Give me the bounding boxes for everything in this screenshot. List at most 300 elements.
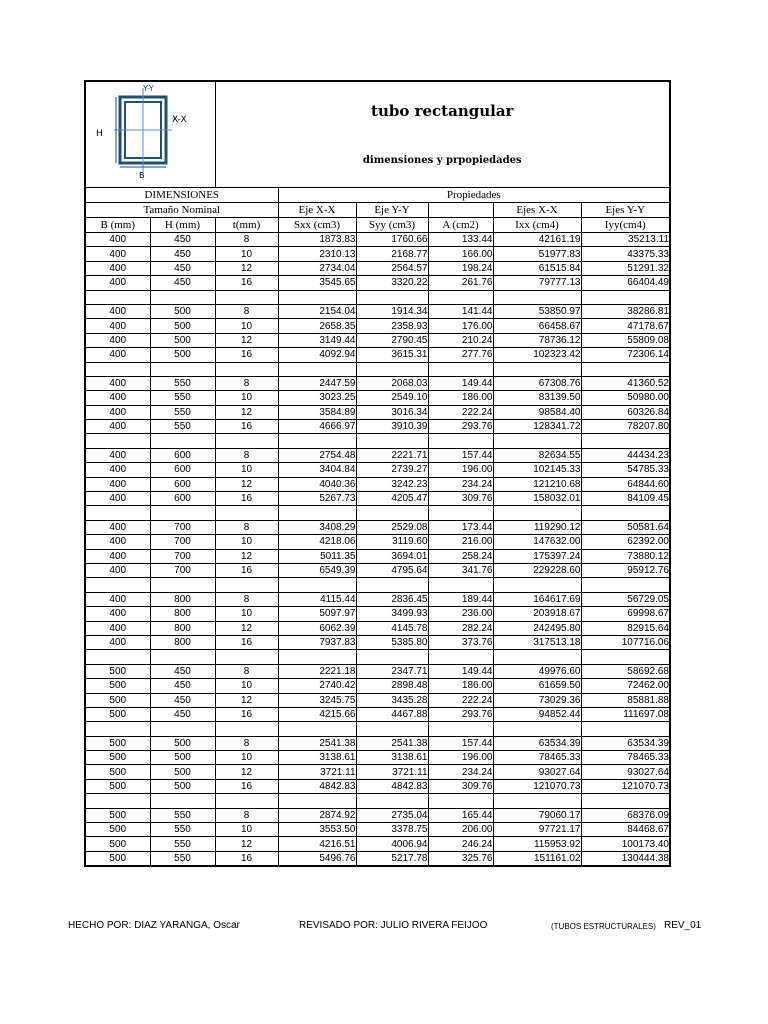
table-cell: 164617.69 xyxy=(493,592,581,606)
col-header: Ixx (cm4) xyxy=(493,218,581,233)
table-cell: 3694.01 xyxy=(356,549,428,563)
table-cell: 58692.68 xyxy=(581,664,670,678)
table-cell: 2068.03 xyxy=(356,376,428,390)
table-cell: 79060.17 xyxy=(493,808,581,822)
table-cell: 3408.29 xyxy=(278,520,356,534)
table-cell: 2740.42 xyxy=(278,679,356,693)
table-cell: 186.00 xyxy=(428,391,493,405)
table-cell: 800 xyxy=(150,592,215,606)
table-row xyxy=(85,765,670,779)
empty-cell xyxy=(581,506,670,520)
table-cell: 3404.84 xyxy=(278,463,356,477)
empty-cell xyxy=(581,362,670,376)
table-cell: 700 xyxy=(150,549,215,563)
table-cell: 121070.73 xyxy=(493,779,581,793)
table-cell: 293.76 xyxy=(428,707,493,721)
table-row xyxy=(85,592,670,606)
table-row xyxy=(85,520,670,534)
table-cell: 10 xyxy=(215,463,278,477)
table-cell: 16 xyxy=(215,635,278,649)
table-row xyxy=(85,405,670,419)
table-cell: 4467.88 xyxy=(356,707,428,721)
table-cell: 450 xyxy=(150,276,215,290)
table-cell: 500 xyxy=(85,837,150,851)
table-cell: 3499.93 xyxy=(356,607,428,621)
empty-cell xyxy=(428,290,493,304)
table-cell: 16 xyxy=(215,420,278,434)
empty-cell xyxy=(85,506,150,520)
table-cell: 5011.35 xyxy=(278,549,356,563)
separator-row xyxy=(85,794,670,808)
table-cell: 78465.33 xyxy=(493,751,581,765)
header-eje-xx: Eje X-X xyxy=(278,203,356,218)
table-cell: 500 xyxy=(150,779,215,793)
table-cell: 450 xyxy=(150,707,215,721)
empty-cell xyxy=(493,290,581,304)
table-cell: 12 xyxy=(215,261,278,275)
table-cell: 61659.50 xyxy=(493,679,581,693)
table-cell: 151161.02 xyxy=(493,851,581,866)
table-cell: 165.44 xyxy=(428,808,493,822)
table-cell: 3242.23 xyxy=(356,477,428,491)
table-cell: 115953.92 xyxy=(493,837,581,851)
table-cell: 51291.32 xyxy=(581,261,670,275)
table-cell: 206.00 xyxy=(428,823,493,837)
table-cell: 450 xyxy=(150,261,215,275)
table-cell: 61515.84 xyxy=(493,261,581,275)
table-cell: 16 xyxy=(215,851,278,866)
empty-cell xyxy=(581,578,670,592)
table-cell: 50980.00 xyxy=(581,391,670,405)
table-cell: 12 xyxy=(215,693,278,707)
col-header: H (mm) xyxy=(150,218,215,233)
table-row xyxy=(85,420,670,434)
table-cell: 176.00 xyxy=(428,319,493,333)
table-cell: 157.44 xyxy=(428,448,493,462)
empty-cell xyxy=(278,362,356,376)
empty-cell xyxy=(428,506,493,520)
separator-row xyxy=(85,650,670,664)
table-cell: 98584.40 xyxy=(493,405,581,419)
table-cell: 550 xyxy=(150,837,215,851)
table-row xyxy=(85,621,670,635)
table-cell: 1760.66 xyxy=(356,233,428,247)
table-cell: 93027.64 xyxy=(581,765,670,779)
table-cell: 500 xyxy=(85,664,150,678)
empty-cell xyxy=(85,434,150,448)
table-cell: 10 xyxy=(215,751,278,765)
table-cell: 72306.14 xyxy=(581,348,670,362)
table-cell: 400 xyxy=(85,233,150,247)
empty-cell xyxy=(493,650,581,664)
table-cell: 35213.11 xyxy=(581,233,670,247)
table-row xyxy=(85,823,670,837)
diagram-label-h: H xyxy=(96,129,103,139)
table-cell: 277.76 xyxy=(428,348,493,362)
table-cell: 700 xyxy=(150,563,215,577)
table-cell: 157.44 xyxy=(428,736,493,750)
table-cell: 54785.33 xyxy=(581,463,670,477)
table-cell: 341.76 xyxy=(428,563,493,577)
table-cell: 216.00 xyxy=(428,535,493,549)
table-row xyxy=(85,276,670,290)
empty-cell xyxy=(356,722,428,736)
table-cell: 3545.65 xyxy=(278,276,356,290)
table-cell: 3245.75 xyxy=(278,693,356,707)
empty-cell xyxy=(150,794,215,808)
table-cell: 63534.39 xyxy=(581,736,670,750)
empty-cell xyxy=(581,290,670,304)
table-row xyxy=(85,448,670,462)
table-cell: 50581.64 xyxy=(581,520,670,534)
footer-hecho-por: HECHO POR: DIAZ YARANGA, Oscar xyxy=(68,920,240,931)
table-cell: 500 xyxy=(150,736,215,750)
table-cell: 82634.55 xyxy=(493,448,581,462)
table-cell: 2541.38 xyxy=(356,736,428,750)
table-cell: 67308.76 xyxy=(493,376,581,390)
table-cell: 4006.94 xyxy=(356,837,428,851)
table-cell: 400 xyxy=(85,492,150,506)
table-cell: 94852.44 xyxy=(493,707,581,721)
table-cell: 158032.01 xyxy=(493,492,581,506)
table-cell: 373.76 xyxy=(428,635,493,649)
table-cell: 2898.48 xyxy=(356,679,428,693)
table-cell: 450 xyxy=(150,679,215,693)
table-cell: 4092.94 xyxy=(278,348,356,362)
table-cell: 5385.80 xyxy=(356,635,428,649)
table-cell: 72462.00 xyxy=(581,679,670,693)
table-cell: 10 xyxy=(215,319,278,333)
table-cell: 82915.64 xyxy=(581,621,670,635)
table-cell: 400 xyxy=(85,477,150,491)
table-cell: 16 xyxy=(215,276,278,290)
empty-cell xyxy=(356,362,428,376)
empty-cell xyxy=(215,722,278,736)
table-cell: 64844.60 xyxy=(581,477,670,491)
table-row xyxy=(85,563,670,577)
empty-cell xyxy=(215,650,278,664)
table-cell: 500 xyxy=(150,348,215,362)
table-cell: 2754.48 xyxy=(278,448,356,462)
table-cell: 16 xyxy=(215,563,278,577)
table-row xyxy=(85,463,670,477)
table-cell: 3435.28 xyxy=(356,693,428,707)
table-cell: 400 xyxy=(85,420,150,434)
empty-cell xyxy=(428,650,493,664)
table-cell: 550 xyxy=(150,420,215,434)
table-cell: 2447.59 xyxy=(278,376,356,390)
table-cell: 450 xyxy=(150,693,215,707)
table-cell: 2735.04 xyxy=(356,808,428,822)
table-cell: 3584.89 xyxy=(278,405,356,419)
table-cell: 8 xyxy=(215,376,278,390)
table-cell: 4215.66 xyxy=(278,707,356,721)
footer-rev: REV_01 xyxy=(664,920,702,931)
empty-cell xyxy=(215,794,278,808)
empty-cell xyxy=(85,722,150,736)
table-row xyxy=(85,679,670,693)
table-cell: 800 xyxy=(150,607,215,621)
separator-row xyxy=(85,290,670,304)
empty-cell xyxy=(428,362,493,376)
empty-cell xyxy=(150,506,215,520)
table-cell: 8 xyxy=(215,448,278,462)
table-cell: 500 xyxy=(85,823,150,837)
table-cell: 400 xyxy=(85,261,150,275)
table-cell: 6062.39 xyxy=(278,621,356,635)
table-row xyxy=(85,304,670,318)
table-cell: 550 xyxy=(150,851,215,866)
empty-cell xyxy=(493,794,581,808)
table-cell: 8 xyxy=(215,233,278,247)
table-cell: 3320.22 xyxy=(356,276,428,290)
table-cell: 84468.67 xyxy=(581,823,670,837)
empty-cell xyxy=(356,578,428,592)
table-cell: 10 xyxy=(215,391,278,405)
table-cell: 400 xyxy=(85,549,150,563)
table-cell: 210.24 xyxy=(428,333,493,347)
diagram-label-b: B xyxy=(139,171,145,180)
table-cell: 293.76 xyxy=(428,420,493,434)
table-cell: 500 xyxy=(150,319,215,333)
table-cell: 85881.88 xyxy=(581,693,670,707)
empty-cell xyxy=(215,506,278,520)
table-cell: 12 xyxy=(215,405,278,419)
table-cell: 234.24 xyxy=(428,765,493,779)
table-cell: 500 xyxy=(85,693,150,707)
table-cell: 4842.83 xyxy=(278,779,356,793)
table-cell: 400 xyxy=(85,319,150,333)
empty-cell xyxy=(581,722,670,736)
header-dimensiones: DIMENSIONES xyxy=(85,188,278,203)
table-cell: 95912.76 xyxy=(581,563,670,577)
table-cell: 309.76 xyxy=(428,779,493,793)
separator-row xyxy=(85,506,670,520)
empty-cell xyxy=(85,290,150,304)
col-header: Sxx (cm3) xyxy=(278,218,356,233)
table-cell: 16 xyxy=(215,779,278,793)
table-cell: 8 xyxy=(215,808,278,822)
table-cell: 10 xyxy=(215,823,278,837)
table-cell: 261.76 xyxy=(428,276,493,290)
empty-cell xyxy=(150,290,215,304)
table-cell: 7937.83 xyxy=(278,635,356,649)
table-cell: 10 xyxy=(215,247,278,261)
empty-cell xyxy=(428,434,493,448)
empty-cell xyxy=(278,794,356,808)
table-cell: 2541.38 xyxy=(278,736,356,750)
table-cell: 141.44 xyxy=(428,304,493,318)
table-row xyxy=(85,837,670,851)
table-cell: 500 xyxy=(85,736,150,750)
table-cell: 55809.08 xyxy=(581,333,670,347)
table-cell: 16 xyxy=(215,707,278,721)
table-cell: 400 xyxy=(85,276,150,290)
diagram-label-xx: X-X xyxy=(172,115,187,125)
table-cell: 44434.23 xyxy=(581,448,670,462)
empty-cell xyxy=(215,290,278,304)
empty-cell xyxy=(356,290,428,304)
empty-cell xyxy=(493,434,581,448)
empty-cell xyxy=(428,578,493,592)
table-cell: 3378.75 xyxy=(356,823,428,837)
table-cell: 147632.00 xyxy=(493,535,581,549)
table-cell: 325.76 xyxy=(428,851,493,866)
table-cell: 2358.93 xyxy=(356,319,428,333)
section-diagram xyxy=(85,81,215,188)
table-cell: 4795.64 xyxy=(356,563,428,577)
table-cell: 121210.68 xyxy=(493,477,581,491)
table-cell: 550 xyxy=(150,823,215,837)
table-cell: 186.00 xyxy=(428,679,493,693)
table-cell: 107716.06 xyxy=(581,635,670,649)
table-cell: 400 xyxy=(85,448,150,462)
table-cell: 400 xyxy=(85,635,150,649)
page-subtitle: dimensiones y prpopiedades xyxy=(362,155,522,166)
table-cell: 196.00 xyxy=(428,463,493,477)
table-cell: 800 xyxy=(150,635,215,649)
table-cell: 222.24 xyxy=(428,405,493,419)
empty-cell xyxy=(150,362,215,376)
table-cell: 2790.45 xyxy=(356,333,428,347)
table-row xyxy=(85,319,670,333)
table-cell: 2221.71 xyxy=(356,448,428,462)
table-cell: 4040.36 xyxy=(278,477,356,491)
table-cell: 450 xyxy=(150,233,215,247)
empty-cell xyxy=(428,722,493,736)
table-cell: 93027.64 xyxy=(493,765,581,779)
table-cell: 3721.11 xyxy=(278,765,356,779)
empty-cell xyxy=(356,434,428,448)
table-cell: 47178.67 xyxy=(581,319,670,333)
table-cell: 4666.97 xyxy=(278,420,356,434)
empty-cell xyxy=(356,506,428,520)
separator-row xyxy=(85,434,670,448)
table-cell: 550 xyxy=(150,808,215,822)
empty-cell xyxy=(215,362,278,376)
table-cell: 2836.45 xyxy=(356,592,428,606)
table-cell: 500 xyxy=(150,765,215,779)
table-cell: 400 xyxy=(85,348,150,362)
table-cell: 3119.60 xyxy=(356,535,428,549)
empty-cell xyxy=(278,506,356,520)
table-cell: 229228.60 xyxy=(493,563,581,577)
table-cell: 3149.44 xyxy=(278,333,356,347)
table-cell: 198.24 xyxy=(428,261,493,275)
table-cell: 78207.80 xyxy=(581,420,670,434)
table-cell: 500 xyxy=(150,333,215,347)
table-cell: 450 xyxy=(150,664,215,678)
table-cell: 800 xyxy=(150,621,215,635)
table-cell: 128341.72 xyxy=(493,420,581,434)
table-cell: 400 xyxy=(85,333,150,347)
separator-row xyxy=(85,362,670,376)
table-row xyxy=(85,736,670,750)
table-cell: 400 xyxy=(85,563,150,577)
table-row xyxy=(85,635,670,649)
table-cell: 8 xyxy=(215,304,278,318)
table-cell: 2154.04 xyxy=(278,304,356,318)
table-cell: 1914.34 xyxy=(356,304,428,318)
rectangular-tube-icon xyxy=(86,82,215,182)
table-cell: 222.24 xyxy=(428,693,493,707)
table-cell: 3138.61 xyxy=(356,751,428,765)
col-header: B (mm) xyxy=(85,218,150,233)
table-cell: 500 xyxy=(85,808,150,822)
table-cell: 53850.97 xyxy=(493,304,581,318)
table-cell: 400 xyxy=(85,592,150,606)
empty-cell xyxy=(278,578,356,592)
table-cell: 2347.71 xyxy=(356,664,428,678)
table-cell: 189.44 xyxy=(428,592,493,606)
table-cell: 16 xyxy=(215,348,278,362)
table-cell: 2564.57 xyxy=(356,261,428,275)
table-cell: 133.44 xyxy=(428,233,493,247)
table-cell: 97721.17 xyxy=(493,823,581,837)
table-cell: 41360.52 xyxy=(581,376,670,390)
table-cell: 400 xyxy=(85,621,150,635)
table-cell: 5097.97 xyxy=(278,607,356,621)
table-cell: 600 xyxy=(150,463,215,477)
empty-cell xyxy=(493,578,581,592)
header-ejes-xx: Ejes X-X xyxy=(493,203,581,218)
table-cell: 2658.35 xyxy=(278,319,356,333)
table-cell: 500 xyxy=(150,751,215,765)
table-cell: 400 xyxy=(85,405,150,419)
table-row xyxy=(85,376,670,390)
table-cell: 175397.24 xyxy=(493,549,581,563)
empty-cell xyxy=(278,722,356,736)
empty-cell xyxy=(150,434,215,448)
table-cell: 83139.50 xyxy=(493,391,581,405)
header-eje-yy: Eje Y-Y xyxy=(356,203,428,218)
table-cell: 236.00 xyxy=(428,607,493,621)
table-cell: 700 xyxy=(150,535,215,549)
table-cell: 282.24 xyxy=(428,621,493,635)
table-cell: 3023.25 xyxy=(278,391,356,405)
table-cell: 3553.50 xyxy=(278,823,356,837)
header-ejes-yy: Ejes Y-Y xyxy=(581,203,670,218)
table-cell: 600 xyxy=(150,448,215,462)
table-cell: 600 xyxy=(150,477,215,491)
header-tamano-nominal: Tamaño Nominal xyxy=(85,203,278,218)
table-row xyxy=(85,348,670,362)
table-cell: 500 xyxy=(85,679,150,693)
table-cell: 3721.11 xyxy=(356,765,428,779)
table-cell: 49976.60 xyxy=(493,664,581,678)
table-cell: 450 xyxy=(150,247,215,261)
table-cell: 12 xyxy=(215,765,278,779)
table-cell: 2734.04 xyxy=(278,261,356,275)
empty-cell xyxy=(150,650,215,664)
table-cell: 400 xyxy=(85,607,150,621)
table-cell: 84109.45 xyxy=(581,492,670,506)
empty-cell xyxy=(85,578,150,592)
table-cell: 119290.12 xyxy=(493,520,581,534)
col-header: A (cm2) xyxy=(428,218,493,233)
footer-tubos: (TUBOS ESTRUCTURALES) xyxy=(551,922,656,931)
empty-cell xyxy=(278,650,356,664)
separator-row xyxy=(85,722,670,736)
table-cell: 2168.77 xyxy=(356,247,428,261)
empty-cell xyxy=(150,578,215,592)
table-cell: 203918.67 xyxy=(493,607,581,621)
table-cell: 4115.44 xyxy=(278,592,356,606)
table-cell: 258.24 xyxy=(428,549,493,563)
table-cell: 69998.67 xyxy=(581,607,670,621)
table-cell: 38286.81 xyxy=(581,304,670,318)
table-cell: 3016.34 xyxy=(356,405,428,419)
